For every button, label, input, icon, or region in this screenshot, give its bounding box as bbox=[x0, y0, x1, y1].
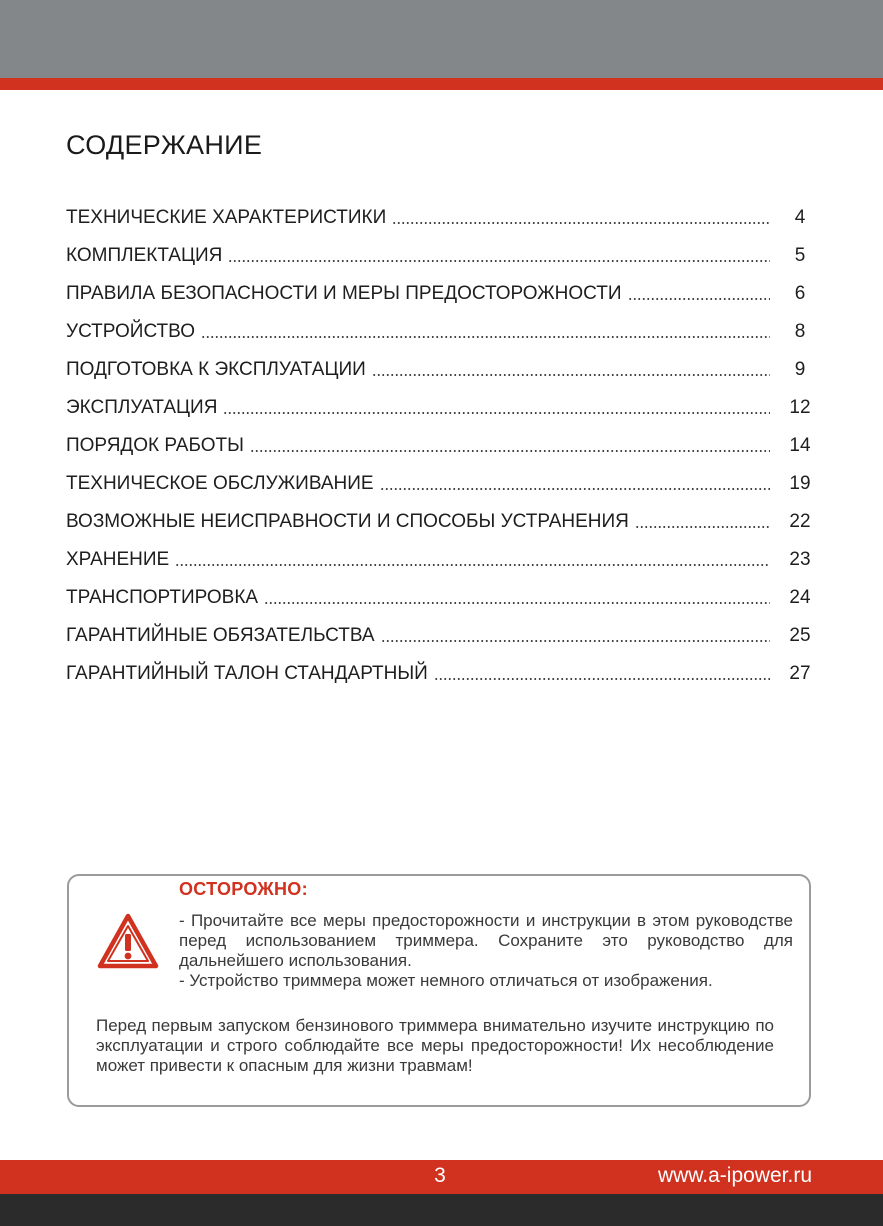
website-link[interactable]: www.a-ipower.ru bbox=[657, 1164, 812, 1187]
toc-entry-label: ТЕХНИЧЕСКОЕ ОБСЛУЖИВАНИЕ bbox=[66, 473, 374, 494]
toc-entry-page: 27 bbox=[789, 663, 811, 684]
toc-leader-dots bbox=[434, 678, 770, 680]
toc-leader-dots bbox=[250, 450, 770, 452]
toc-entry-page: 4 bbox=[794, 207, 806, 228]
table-of-contents bbox=[66, 199, 818, 693]
toc-entry[interactable] bbox=[66, 199, 818, 237]
footer-band bbox=[0, 1194, 883, 1226]
toc-entry[interactable] bbox=[66, 389, 818, 427]
toc-entry-page: 8 bbox=[794, 321, 806, 342]
toc-entry-page: 23 bbox=[789, 549, 811, 570]
toc-entry-label: ПРАВИЛА БЕЗОПАСНОСТИ И МЕРЫ ПРЕДОСТОРОЖНОСТИ bbox=[66, 283, 622, 304]
toc-entry[interactable] bbox=[66, 541, 818, 579]
toc-entry[interactable] bbox=[66, 579, 818, 617]
toc-entry[interactable] bbox=[66, 275, 818, 313]
page-title: СОДЕРЖАНИЕ bbox=[66, 130, 263, 160]
toc-entry[interactable] bbox=[66, 313, 818, 351]
warning-line-1: - Прочитайте все меры предосторожности и инструкции в этом руководстве перед использованием триммера. Сохраните это руководство для дальнейшего использования. bbox=[179, 911, 793, 970]
toc-entry-label: ТРАНСПОРТИРОВКА bbox=[66, 587, 259, 608]
toc-entry[interactable] bbox=[66, 503, 818, 541]
toc-leader-dots bbox=[380, 488, 770, 490]
toc-leader-dots bbox=[228, 260, 770, 262]
toc-entry-page: 14 bbox=[789, 435, 811, 456]
toc-leader-dots bbox=[223, 412, 770, 414]
toc-entry-page: 24 bbox=[789, 587, 811, 608]
toc-entry-page: 19 bbox=[789, 473, 811, 494]
toc-entry-page: 5 bbox=[794, 245, 806, 266]
warning-line-2: - Устройство триммера может немного отличаться от изображения. bbox=[179, 971, 713, 990]
toc-entry-label: КОМПЛЕКТАЦИЯ bbox=[66, 245, 223, 266]
toc-entry-label: ХРАНЕНИЕ bbox=[66, 549, 170, 570]
toc-entry-label: ПОДГОТОВКА К ЭКСПЛУАТАЦИИ bbox=[66, 359, 366, 380]
page-number: 3 bbox=[434, 1164, 446, 1187]
toc-leader-dots bbox=[628, 298, 771, 300]
toc-entry-label: ГАРАНТИЙНЫЕ ОБЯЗАТЕЛЬСТВА bbox=[66, 625, 375, 646]
toc-entry-label: ТЕХНИЧЕСКИЕ ХАРАКТЕРИСТИКИ bbox=[66, 207, 387, 228]
warning-heading: ОСТОРОЖНО: bbox=[179, 879, 308, 899]
toc-entry[interactable] bbox=[66, 465, 818, 503]
toc-entry[interactable] bbox=[66, 427, 818, 465]
toc-leader-dots bbox=[372, 374, 770, 376]
toc-leader-dots bbox=[175, 564, 770, 566]
toc-entry[interactable] bbox=[66, 351, 818, 389]
toc-leader-dots bbox=[201, 336, 770, 338]
toc-entry-page: 25 bbox=[789, 625, 811, 646]
toc-entry-label: ВОЗМОЖНЫЕ НЕИСПРАВНОСТИ И СПОСОБЫ УСТРАНЕНИЯ bbox=[66, 511, 629, 532]
toc-entry[interactable] bbox=[66, 617, 818, 655]
toc-entry-label: ЭКСПЛУАТАЦИЯ bbox=[66, 397, 218, 418]
toc-entry-label: ПОРЯДОК РАБОТЫ bbox=[66, 435, 244, 456]
toc-entry[interactable] bbox=[66, 237, 818, 275]
toc-entry[interactable] bbox=[66, 655, 818, 693]
warning-text bbox=[179, 911, 793, 991]
header-band bbox=[0, 0, 883, 78]
header-accent-stripe bbox=[0, 78, 883, 90]
warning-note: Перед первым запуском бензинового триммера внимательно изучите инструкцию по эксплуатации и строго соблюдайте все меры предосторожности! Их несоблюдение может привести к опасным для жизни травмам! bbox=[96, 1016, 774, 1075]
toc-entry-page: 22 bbox=[789, 511, 811, 532]
warning-triangle-icon bbox=[96, 912, 160, 970]
toc-leader-dots bbox=[264, 602, 770, 604]
toc-leader-dots bbox=[635, 526, 770, 528]
toc-leader-dots bbox=[392, 222, 770, 224]
toc-entry-label: УСТРОЙСТВО bbox=[66, 321, 195, 342]
toc-entry-label: ГАРАНТИЙНЫЙ ТАЛОН СТАНДАРТНЫЙ bbox=[66, 663, 428, 684]
toc-entry-page: 9 bbox=[794, 359, 806, 380]
toc-entry-page: 6 bbox=[794, 283, 806, 304]
toc-leader-dots bbox=[381, 640, 770, 642]
toc-entry-page: 12 bbox=[789, 397, 811, 418]
